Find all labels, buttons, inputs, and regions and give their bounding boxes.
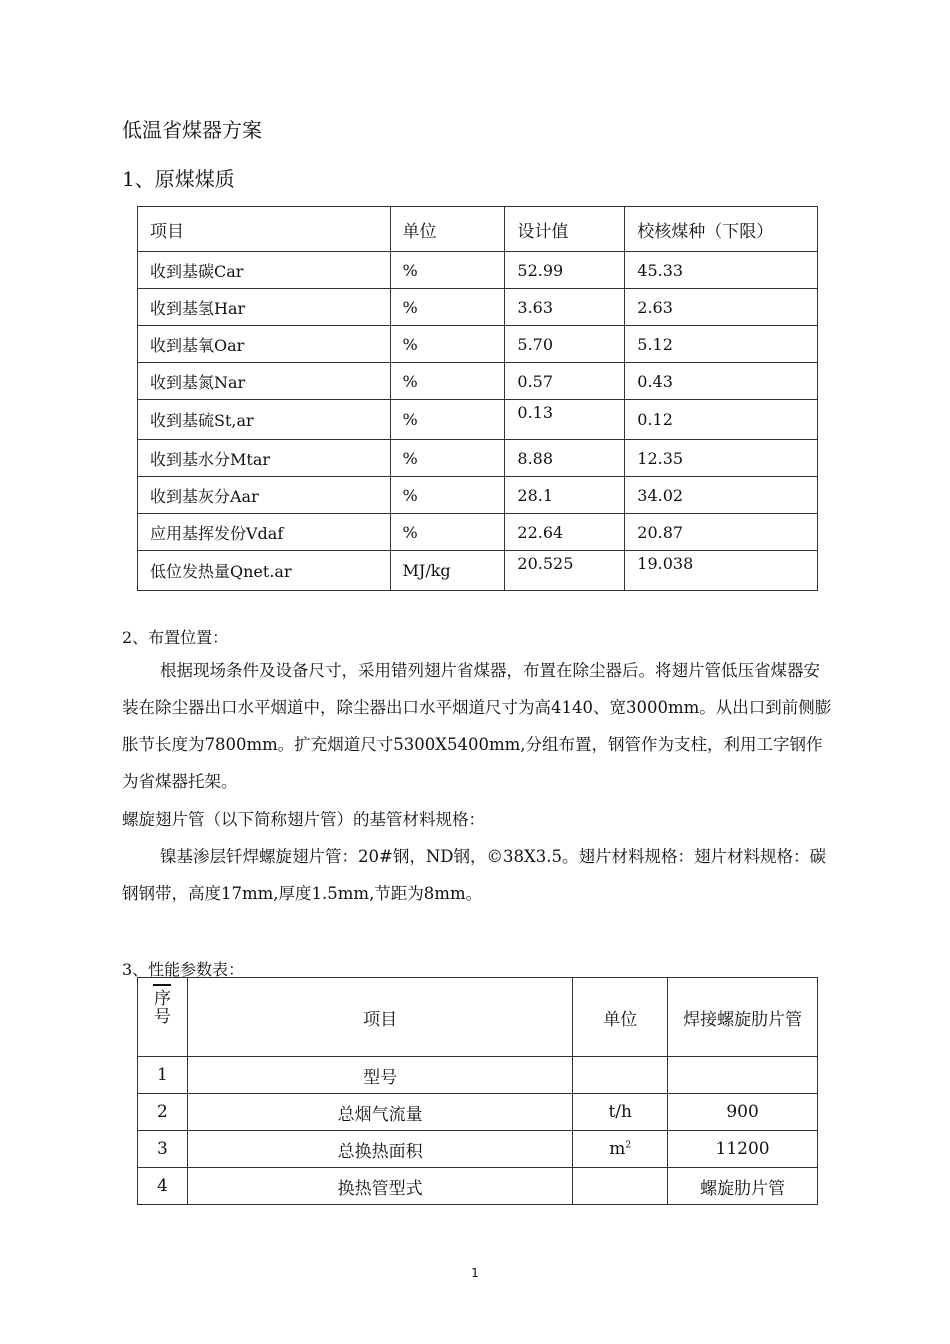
table-cell: t/h bbox=[573, 1094, 668, 1131]
table-cell: 收到基水分Mtar bbox=[138, 440, 391, 477]
table-cell: 收到基碳Car bbox=[138, 252, 391, 289]
table-cell: 收到基氮Nar bbox=[138, 363, 391, 400]
table-cell: 8.88 bbox=[505, 440, 625, 477]
table-cell: 28.1 bbox=[505, 477, 625, 514]
table-row bbox=[138, 1131, 818, 1168]
table-header-row bbox=[138, 207, 818, 252]
fin-tube-intro: 螺旋翅片管（以下简称翅片管）的基管材料规格： bbox=[122, 810, 485, 829]
header-cell: 单位 bbox=[390, 207, 505, 252]
table-cell: 12.35 bbox=[625, 440, 818, 477]
table-cell: 0.43 bbox=[625, 363, 818, 400]
table-row bbox=[138, 289, 818, 326]
table-cell: 20.525 bbox=[505, 551, 625, 591]
table-row bbox=[138, 514, 818, 551]
table-row bbox=[138, 1168, 818, 1205]
table-cell: % bbox=[390, 477, 505, 514]
section-3-title: 3、性能参数表： bbox=[122, 960, 245, 979]
layout-paragraph: 根据现场条件及设备尺寸，采用错列翅片省煤器，布置在除尘器后。将翅片管低压省煤器安装在除尘器出口水平烟道中，除尘器出口水平烟道尺寸为高4140、宽3000mm。从出口到前侧膨胀节长度为7800mm。扩充烟道尺寸5300X5400mm,分组布置，钢管作为支柱，利用工字钢作为省煤器托架。 bbox=[122, 661, 832, 791]
header-cell: 焊接螺旋肋片管 bbox=[668, 978, 818, 1057]
table-cell bbox=[573, 1057, 668, 1094]
unit-text: m bbox=[609, 1139, 626, 1159]
table-row bbox=[138, 1094, 818, 1131]
table-cell-unit-area bbox=[573, 1131, 668, 1168]
table-cell: % bbox=[390, 514, 505, 551]
table-row bbox=[138, 400, 818, 440]
header-cell: 设计值 bbox=[505, 207, 625, 252]
table-cell: 总烟气流量 bbox=[187, 1094, 572, 1131]
table-row bbox=[138, 1057, 818, 1094]
table-row bbox=[138, 477, 818, 514]
page-number: 1 bbox=[471, 1266, 479, 1280]
table-row bbox=[138, 551, 818, 591]
table-cell: 3.63 bbox=[505, 289, 625, 326]
seq-header-text: 序号 bbox=[153, 989, 171, 1027]
header-cell: 项目 bbox=[138, 207, 391, 252]
table-cell: % bbox=[390, 400, 505, 440]
table-cell: 收到基氢Har bbox=[138, 289, 391, 326]
table-cell: 收到基硫St,ar bbox=[138, 400, 391, 440]
table-cell: 22.64 bbox=[505, 514, 625, 551]
table-row bbox=[138, 326, 818, 363]
table-cell: 螺旋肋片管 bbox=[668, 1168, 818, 1205]
table-cell: 20.87 bbox=[625, 514, 818, 551]
section-2-title: 2、布置位置： bbox=[122, 628, 229, 647]
section-1-title: 1、原煤煤质 bbox=[122, 167, 235, 191]
unit-superscript: 2 bbox=[625, 1140, 632, 1151]
table-cell: 2.63 bbox=[625, 289, 818, 326]
table-cell: 低位发热量Qnet.ar bbox=[138, 551, 391, 591]
table-cell: % bbox=[390, 289, 505, 326]
table-cell: MJ/kg bbox=[390, 551, 505, 591]
table-cell: % bbox=[390, 252, 505, 289]
table-row bbox=[138, 252, 818, 289]
performance-table bbox=[137, 977, 818, 1205]
table-cell: 900 bbox=[668, 1094, 818, 1131]
table-cell: 应用基挥发份Vdaf bbox=[138, 514, 391, 551]
table-cell bbox=[668, 1057, 818, 1094]
table-cell: 收到基灰分Aar bbox=[138, 477, 391, 514]
table-row bbox=[138, 363, 818, 400]
table-cell: 4 bbox=[138, 1168, 188, 1205]
header-cell: 单位 bbox=[573, 978, 668, 1057]
table-cell: 45.33 bbox=[625, 252, 818, 289]
table-cell: % bbox=[390, 326, 505, 363]
table-cell: 2 bbox=[138, 1094, 188, 1131]
header-cell-seq bbox=[138, 978, 188, 1057]
table-cell: % bbox=[390, 363, 505, 400]
table-row bbox=[138, 440, 818, 477]
table-cell: 总换热面积 bbox=[187, 1131, 572, 1168]
header-cell: 项目 bbox=[187, 978, 572, 1057]
table-cell: 型号 bbox=[187, 1057, 572, 1094]
table-cell: 1 bbox=[138, 1057, 188, 1094]
table-cell: 0.13 bbox=[505, 400, 625, 440]
document-title: 低温省煤器方案 bbox=[122, 118, 262, 142]
table-cell: % bbox=[390, 440, 505, 477]
header-cell: 校核煤种（下限） bbox=[625, 207, 818, 252]
table-cell: 11200 bbox=[668, 1131, 818, 1168]
table-cell: 52.99 bbox=[505, 252, 625, 289]
table-cell bbox=[573, 1168, 668, 1205]
table-cell: 0.57 bbox=[505, 363, 625, 400]
table-cell: 换热管型式 bbox=[187, 1168, 572, 1205]
fin-tube-spec-paragraph: 镍基渗层钎焊螺旋翅片管：20#钢，ND钢，©38X3.5。翅片材料规格：翅片材料规格：碳钢钢带，高度17mm,厚度1.5mm,节距为8mm。 bbox=[122, 847, 826, 903]
table-cell: 3 bbox=[138, 1131, 188, 1168]
table-cell: 0.12 bbox=[625, 400, 818, 440]
table-cell: 收到基氧Oar bbox=[138, 326, 391, 363]
table-cell: 5.70 bbox=[505, 326, 625, 363]
table-cell: 34.02 bbox=[625, 477, 818, 514]
table-cell: 19.038 bbox=[625, 551, 818, 591]
table-cell: 5.12 bbox=[625, 326, 818, 363]
coal-quality-table bbox=[137, 206, 818, 591]
table-header-row bbox=[138, 978, 818, 1057]
